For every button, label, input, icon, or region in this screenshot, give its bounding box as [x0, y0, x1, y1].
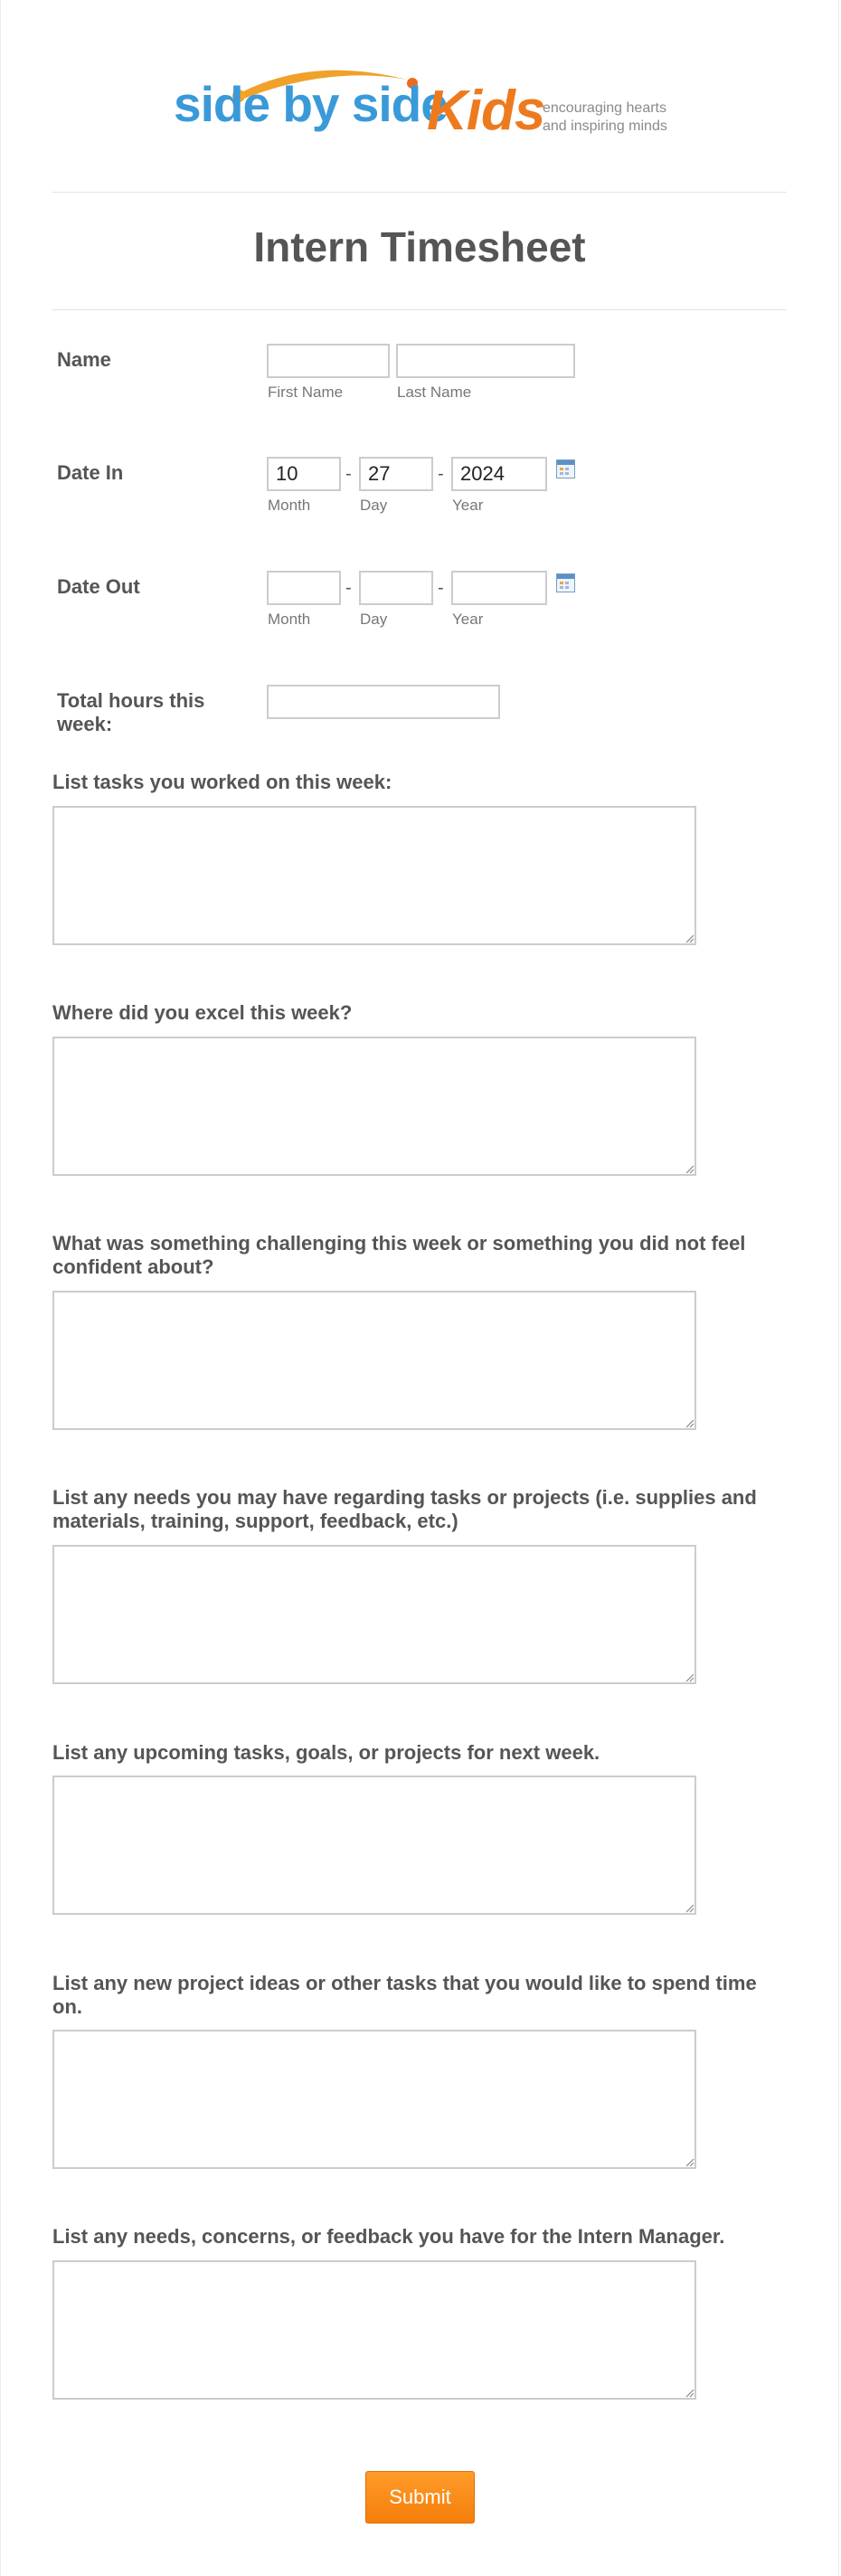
- date-out-month-sublabel: Month: [268, 611, 311, 628]
- date-out-year-input[interactable]: [451, 571, 547, 605]
- question-textarea[interactable]: [52, 1776, 696, 1915]
- question-label: What was something challenging this week or something you did not feel confident about?: [52, 1232, 746, 1278]
- date-out-separator-1: -: [345, 578, 352, 598]
- resize-grip-icon[interactable]: [684, 933, 695, 943]
- question-textarea[interactable]: [52, 806, 696, 945]
- date-out-separator-2: -: [438, 578, 444, 598]
- logo-tagline-line1: encouraging hearts: [543, 100, 666, 116]
- date-in-day-input[interactable]: [359, 457, 433, 491]
- date-in-label: Date In: [57, 461, 124, 484]
- date-out-month-input[interactable]: [267, 571, 341, 605]
- question-textarea[interactable]: [52, 1037, 696, 1176]
- question-textarea[interactable]: [52, 2260, 696, 2400]
- resize-grip-icon[interactable]: [684, 1163, 695, 1174]
- resize-grip-icon[interactable]: [684, 1417, 695, 1428]
- logo-text-main: side by side: [174, 76, 448, 132]
- first-name-sublabel: First Name: [268, 384, 344, 401]
- brand-logo: [172, 54, 678, 163]
- total-hours-input[interactable]: [267, 685, 500, 719]
- date-in-separator-2: -: [438, 464, 444, 484]
- resize-grip-icon[interactable]: [684, 1672, 695, 1682]
- question-label: Where did you excel this week?: [52, 1001, 353, 1024]
- form-title: Intern Timesheet: [253, 223, 586, 270]
- page-edge-right: [838, 0, 839, 2576]
- resize-grip-icon[interactable]: [684, 2387, 695, 2398]
- calendar-icon[interactable]: [556, 459, 575, 478]
- date-in-month-input[interactable]: [267, 457, 341, 491]
- page-edge-left: [0, 0, 1, 2576]
- date-in-year-sublabel: Year: [452, 497, 484, 514]
- header-divider-top: [52, 192, 787, 193]
- date-out-label: Date Out: [57, 575, 140, 598]
- question-textarea[interactable]: [52, 2030, 696, 2169]
- date-in-day-sublabel: Day: [360, 497, 388, 514]
- calendar-icon[interactable]: [556, 573, 575, 592]
- submit-button[interactable]: Submit: [365, 2471, 475, 2524]
- resize-grip-icon[interactable]: [684, 2156, 695, 2167]
- header-divider-bottom: [52, 309, 787, 310]
- logo-tagline-line2: and inspiring minds: [543, 118, 667, 134]
- last-name-sublabel: Last Name: [397, 384, 472, 401]
- question-textarea[interactable]: [52, 1291, 696, 1430]
- date-in-month-sublabel: Month: [268, 497, 311, 514]
- logo-tagline: [543, 99, 667, 136]
- first-name-input[interactable]: [267, 344, 390, 378]
- question-label: List any needs, concerns, or feedback you have for the Intern Manager.: [52, 2225, 725, 2248]
- question-label: List any needs you may have regarding tasks or projects (i.e. supplies and materials, training, support, feedback, etc.): [52, 1486, 757, 1532]
- date-out-day-sublabel: Day: [360, 611, 388, 628]
- name-label: Name: [57, 348, 111, 371]
- last-name-input[interactable]: [396, 344, 575, 378]
- total-hours-label-line2: week:: [57, 713, 113, 735]
- total-hours-label: [57, 689, 204, 736]
- date-out-day-input[interactable]: [359, 571, 433, 605]
- question-label: List any new project ideas or other tasks that you would like to spend time on.: [52, 1972, 757, 2018]
- date-in-separator-1: -: [345, 464, 352, 484]
- date-out-year-sublabel: Year: [452, 611, 484, 628]
- logo-text-accent: Kids: [427, 80, 545, 142]
- question-label: List any upcoming tasks, goals, or projects for next week.: [52, 1741, 600, 1764]
- resize-grip-icon[interactable]: [684, 1902, 695, 1913]
- question-textarea[interactable]: [52, 1545, 696, 1684]
- total-hours-label-line1: Total hours this: [57, 689, 205, 712]
- question-label: List tasks you worked on this week:: [52, 771, 392, 793]
- date-in-year-input[interactable]: [451, 457, 547, 491]
